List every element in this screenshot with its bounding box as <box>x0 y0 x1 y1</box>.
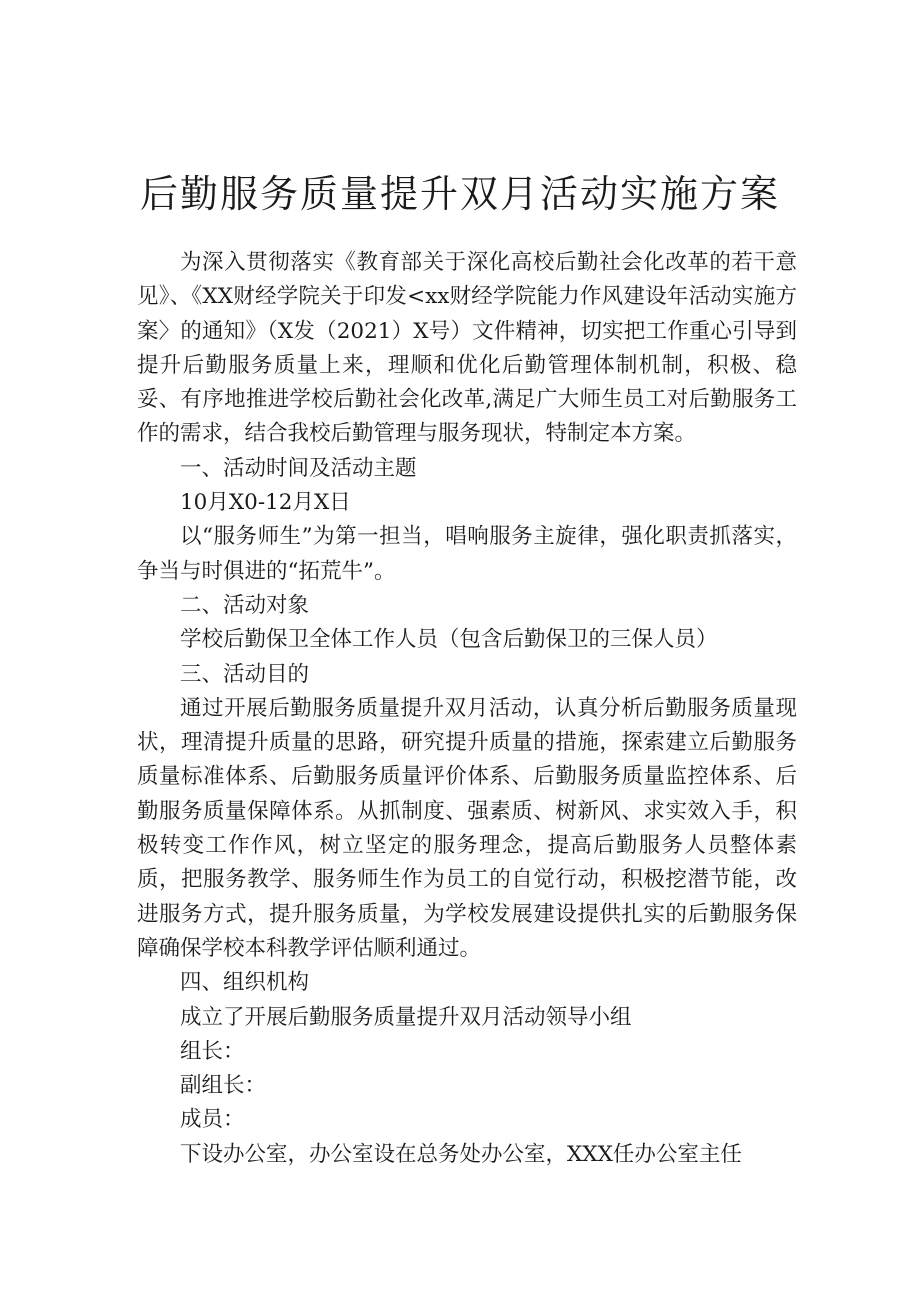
section-heading-time-theme: 一、活动时间及活动主题 <box>180 455 417 481</box>
deputy-leader-line: 副组长： <box>180 1073 267 1099</box>
activity-purpose-paragraph: 通过开展后勤服务质量提升双月活动，认真分析后勤服务质量现状，理清提升质量的思路，研究提升质量的措施，探索建立后勤服务质量标准体系、后勤服务质量评价体系、后勤服务质量监控体系、后勤服务质量保障体系。从抓制度、强素质、树新风、求实效入手，积极转变工作作风，树立坚定的服务理念，提高后勤服务人员整体素质，把服务教学、服务师生作为员工的自觉行动，积极挖潜节能，改进服务方式，提升服务质量，为学校发展建设提供扎实的后勤服务保障确保学校本科教学评估顺利通过。 <box>137 695 797 961</box>
intro-paragraph: 为深入贯彻落实《教育部关于深化高校后勤社会化改革的若干意见》、《XX财经学院关于印发<xx财经学院能力作风建设年活动实施方案〉的通知》（X发（2021）X号）文件精神，切实把工作重心引导到提升后勤服务质量上来，理顺和优化后勤管理体制机制，积极、稳妥、有序地推进学校后勤社会化改革,满足广大师生员工对后勤服务工作的需求，结合我校后勤管理与服务现状，特制定本方案。 <box>137 250 797 447</box>
document-title: 后勤服务质量提升双月活动实施方案 <box>139 172 780 216</box>
activity-theme-paragraph: 以“服务师生”为第一担当，唱响服务主旋律，强化职责抓落实，争当与时俱进的“拓荒牛”。 <box>137 524 797 584</box>
office-paragraph: 下设办公室，办公室设在总务处办公室，XXX任办公室主任 <box>180 1141 742 1167</box>
section-heading-organization: 四、组织机构 <box>180 970 310 996</box>
document-body <box>137 246 797 1172</box>
members-line: 成员： <box>180 1107 245 1133</box>
section-heading-purpose: 三、活动目的 <box>180 661 310 687</box>
leading-group-paragraph: 成立了开展后勤服务质量提升双月活动领导小组 <box>180 1004 632 1030</box>
group-leader-line: 组长： <box>180 1038 245 1064</box>
section-heading-target: 二、活动对象 <box>180 592 310 618</box>
activity-target-paragraph: 学校后勤保卫全体工作人员（包含后勤保卫的三保人员） <box>180 627 718 653</box>
activity-date: 10月X0-12月X日 <box>180 490 351 516</box>
